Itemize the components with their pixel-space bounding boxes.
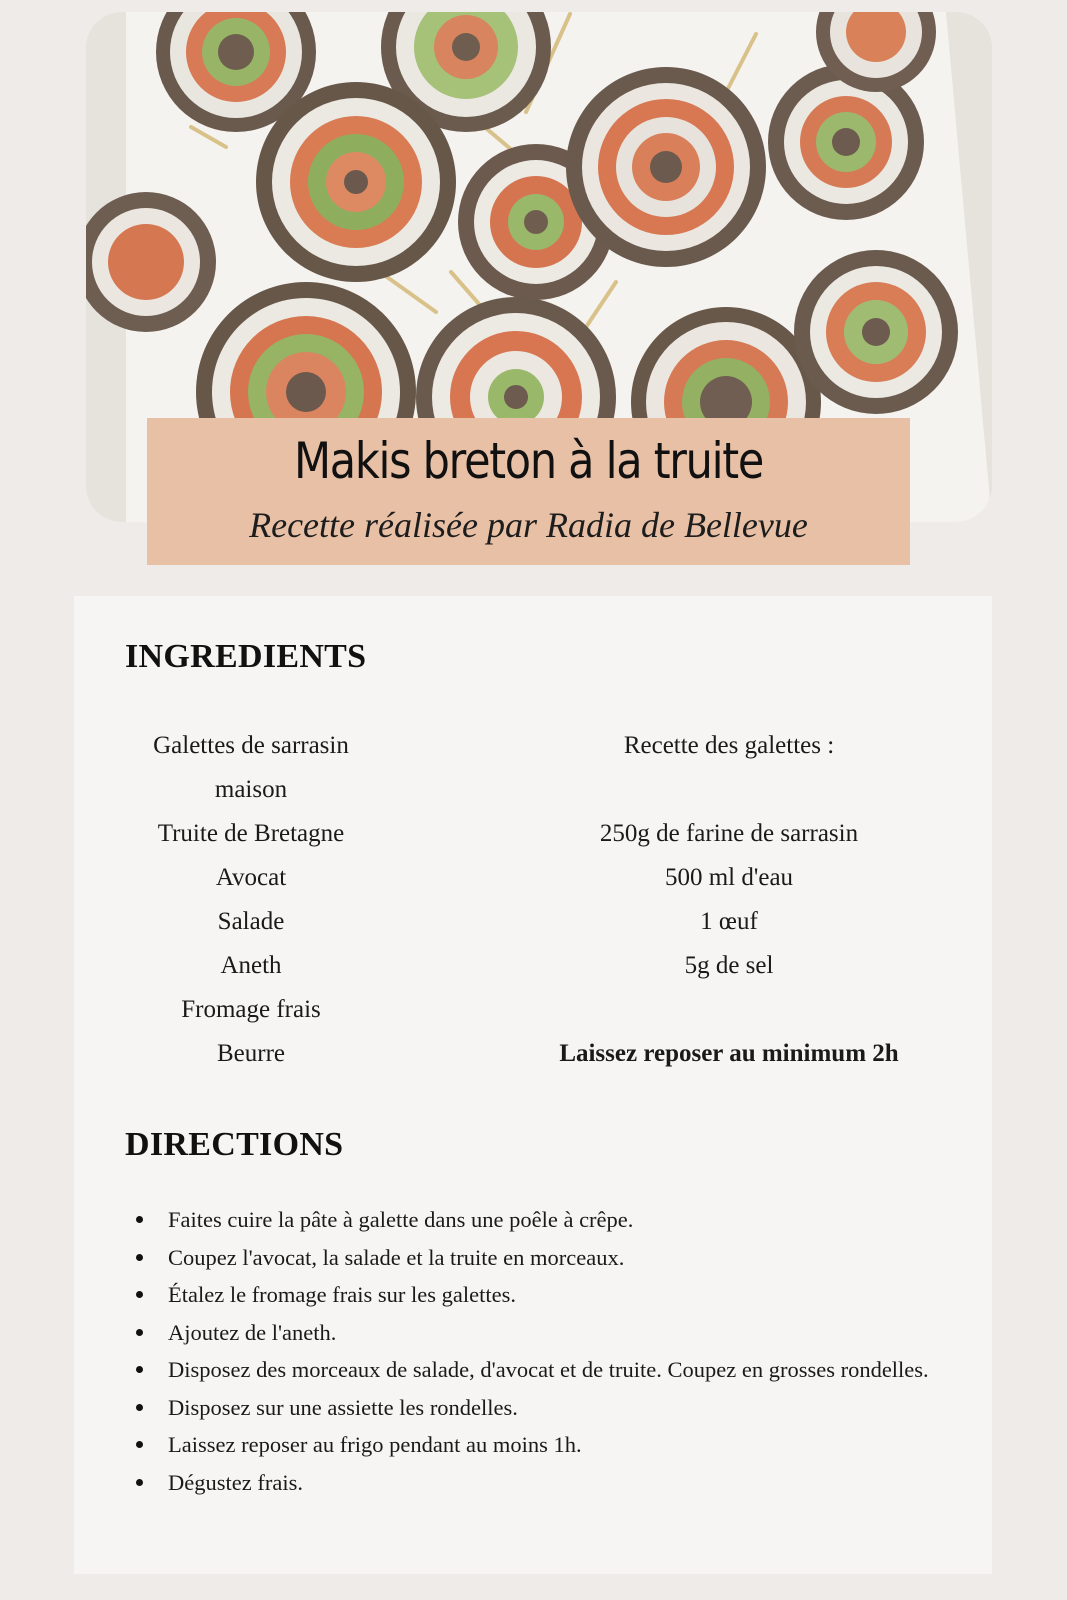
- direction-step: Disposez des morceaux de salade, d'avocat et de truite. Coupez en grosses rondelles.: [134, 1351, 974, 1389]
- ingredients-list: [110, 724, 392, 1076]
- title-banner: [147, 418, 910, 565]
- direction-step: Ajoutez de l'aneth.: [134, 1314, 974, 1352]
- spacer: [529, 988, 929, 1032]
- direction-step: Laissez reposer au frigo pendant au moins 1h.: [134, 1426, 974, 1464]
- galette-recipe-title: Recette des galettes :: [623, 732, 835, 759]
- ingredients-heading: INGREDIENTS: [125, 638, 367, 675]
- ingredient-item: Aneth: [220, 952, 282, 979]
- directions-heading: DIRECTIONS: [125, 1126, 344, 1163]
- ingredient-item: Salade: [217, 908, 285, 935]
- direction-step: Étalez le fromage frais sur les galettes.: [134, 1276, 974, 1314]
- galette-ingredient: 500 ml d'eau: [664, 864, 794, 891]
- resting-note: Laissez reposer au minimum 2h: [559, 1040, 899, 1067]
- galette-ingredient: 1 œuf: [700, 908, 758, 935]
- recipe-card: [74, 596, 992, 1574]
- galette-ingredient: 5g de sel: [684, 952, 774, 979]
- direction-step: Faites cuire la pâte à galette dans une poêle à crêpe.: [134, 1201, 974, 1239]
- direction-step: Disposez sur une assiette les rondelles.: [134, 1389, 974, 1427]
- ingredient-item: Beurre: [216, 1040, 286, 1067]
- direction-step: Coupez l'avocat, la salade et la truite en morceaux.: [134, 1239, 974, 1277]
- recipe-author: Recette réalisée par Radia de Bellevue: [249, 505, 808, 545]
- directions-list: [134, 1201, 974, 1501]
- ingredient-item: maison: [214, 776, 288, 803]
- recipe-title: Makis breton à la truite: [293, 432, 764, 490]
- spacer: [529, 768, 929, 812]
- galette-ingredient: 250g de farine de sarrasin: [599, 820, 859, 847]
- ingredient-item: Fromage frais: [181, 996, 321, 1023]
- direction-step: Dégustez frais.: [134, 1464, 974, 1502]
- ingredient-item: Truite de Bretagne: [157, 820, 345, 847]
- galette-recipe: [529, 724, 929, 1076]
- ingredient-item: Galettes de sarrasin: [153, 732, 349, 759]
- ingredient-item: Avocat: [215, 864, 287, 891]
